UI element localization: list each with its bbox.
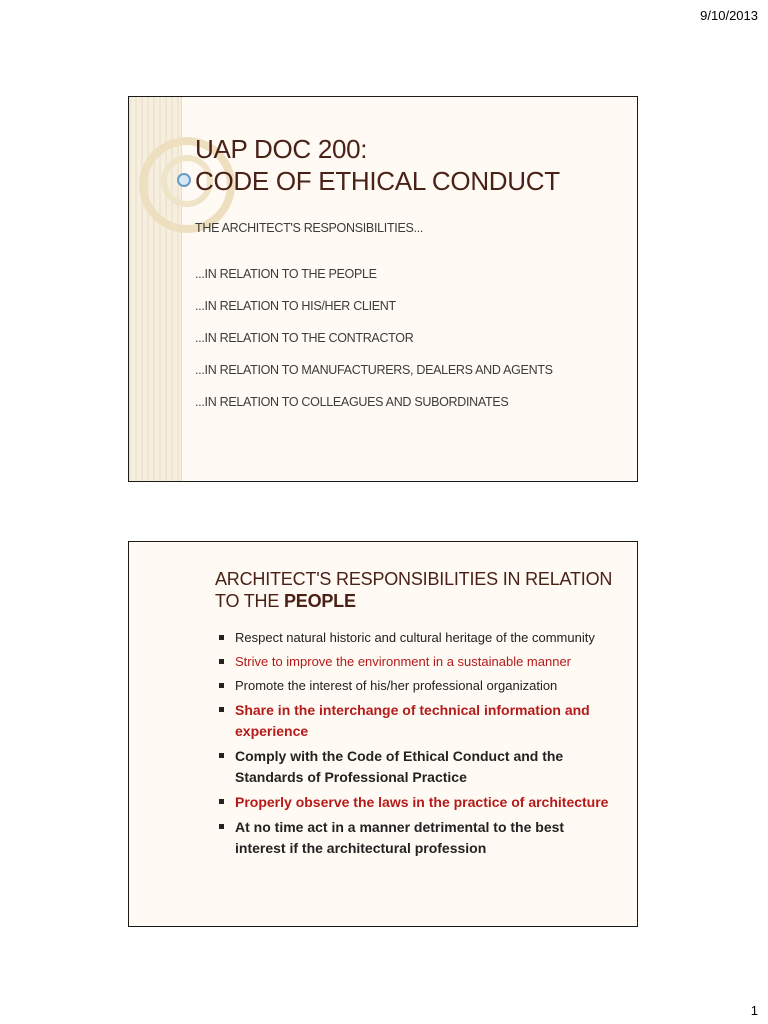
- list-item: ...IN RELATION TO HIS/HER CLIENT: [195, 299, 396, 313]
- bullet-text: Share in the interchange of technical information and experience: [235, 702, 590, 739]
- document-date: 9/10/2013: [700, 8, 758, 23]
- slide-2-title: [215, 568, 625, 612]
- square-bullet-icon: [219, 753, 224, 758]
- slide-1-title-line-1: UAP DOC 200:: [195, 134, 368, 164]
- slide-2-title-bold: PEOPLE: [283, 591, 356, 611]
- bullet-text: Properly observe the laws in the practice of architecture: [235, 794, 609, 810]
- list-item: ...IN RELATION TO MANUFACTURERS, DEALERS AND AGENTS: [195, 363, 553, 377]
- slide-1-list: [195, 267, 553, 427]
- list-item: [217, 817, 617, 859]
- bullet-text: At no time act in a manner detrimental to the best interest if the architectural profession: [235, 819, 565, 856]
- list-item: ...IN RELATION TO COLLEAGUES AND SUBORDINATES: [195, 395, 509, 409]
- page-number: 1: [750, 1003, 758, 1018]
- slide-1-title-line-2: CODE OF ETHICAL CONDUCT: [195, 166, 560, 196]
- list-item: [217, 792, 617, 813]
- square-bullet-icon: [219, 659, 224, 664]
- bullet-text: Promote the interest of his/her professional organization: [235, 678, 558, 693]
- slide-2-title-line-2: [215, 590, 625, 612]
- square-bullet-icon: [219, 635, 224, 640]
- slide-1: [128, 96, 638, 482]
- slide-1-title: [195, 133, 615, 197]
- square-bullet-icon: [219, 707, 224, 712]
- bullet-text: Respect natural historic and cultural heritage of the community: [235, 630, 595, 645]
- slide-2-bullets: [217, 628, 617, 863]
- square-bullet-icon: [219, 683, 224, 688]
- list-item: ...IN RELATION TO THE CONTRACTOR: [195, 331, 414, 345]
- bullet-text: Comply with the Code of Ethical Conduct and the Standards of Professional Practice: [235, 748, 564, 785]
- bullet-text: Strive to improve the environment in a sustainable manner: [235, 654, 572, 669]
- square-bullet-icon: [219, 799, 224, 804]
- list-item: ...IN RELATION TO THE PEOPLE: [195, 267, 377, 281]
- list-item: [217, 700, 617, 742]
- decorative-band: [129, 97, 182, 481]
- slide-2-title-prefix: TO THE: [215, 591, 284, 611]
- square-bullet-icon: [219, 824, 224, 829]
- list-item: [217, 628, 617, 648]
- list-item: [217, 746, 617, 788]
- slide-2-title-line-1: ARCHITECT'S RESPONSIBILITIES IN RELATION: [215, 569, 613, 589]
- circle-bullet-icon: [177, 173, 191, 187]
- slide-2: [128, 541, 638, 927]
- list-item: [217, 652, 617, 672]
- list-item: [217, 676, 617, 696]
- slide-1-subtitle: THE ARCHITECT'S RESPONSIBILITIES...: [195, 221, 424, 235]
